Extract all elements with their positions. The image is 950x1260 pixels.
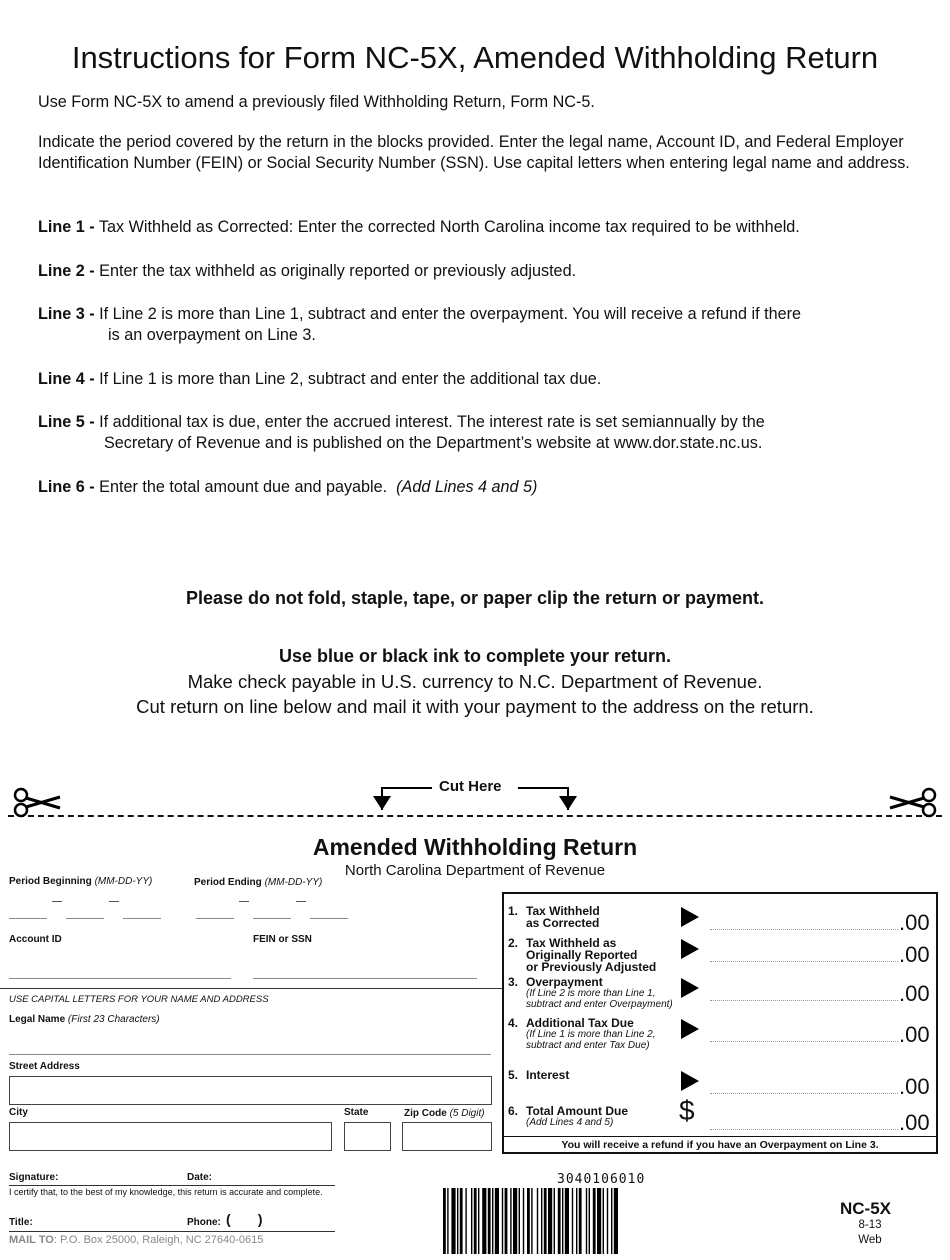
- fein-ssn-label: FEIN or SSN: [253, 934, 312, 945]
- page-title: Instructions for Form NC-5X, Amended Withholding Return: [71, 40, 879, 75]
- certify-text: I certify that, to the best of my knowledge, this return is accurate and complete.: [9, 1187, 323, 1197]
- period-beginning-input[interactable]: [9, 909, 161, 919]
- title-phone-line[interactable]: [9, 1231, 335, 1232]
- cents-label: .00: [899, 1110, 930, 1135]
- street-address-label: Street Address: [9, 1061, 80, 1072]
- line-number: 5.: [508, 1068, 519, 1082]
- arrow-icon: [681, 1019, 699, 1039]
- fein-ssn-input[interactable]: [253, 969, 477, 979]
- check-notice: Make check payable in U.S. currency to N.C. Department of Revenue.: [187, 671, 763, 692]
- line-number: 6.: [508, 1104, 519, 1118]
- city-input[interactable]: [9, 1122, 332, 1151]
- arrow-icon: [681, 1071, 699, 1091]
- cents-label: .00: [899, 1074, 930, 1099]
- cents-label: .00: [899, 942, 930, 967]
- period-instructions: Indicate the period covered by the return in the blocks provided. Enter the legal name, Account ID, and Federal Employer Identification Number (FEIN) or Social Security Number (SSN). Use capital letters when entering legal name and address.: [38, 133, 910, 172]
- line-label: Additional Tax Due (If Line 1 is more than Line 2, subtract and enter Tax Due): [526, 1016, 656, 1051]
- form-id: NC-5X: [840, 1199, 892, 1218]
- cents-label: .00: [899, 981, 930, 1006]
- line-number: 1.: [508, 904, 519, 918]
- city-label: City: [9, 1107, 28, 1118]
- line-1-instruction: Line 1 - Tax Withheld as Corrected: Enter the corrected North Carolina income tax required to be withheld.: [38, 218, 800, 236]
- amount-input-line-3[interactable]: [710, 990, 898, 1001]
- account-id-input[interactable]: [9, 969, 231, 979]
- scissors-left-icon: [8, 786, 64, 818]
- dollar-sign: $: [679, 1095, 695, 1126]
- zip-code-label: Zip Code (5 Digit): [404, 1108, 485, 1119]
- line-4-instruction: Line 4 - If Line 1 is more than Line 2, subtract and enter the additional tax due.: [38, 370, 602, 388]
- no-fold-notice: Please do not fold, staple, tape, or paper clip the return or payment.: [185, 588, 765, 608]
- line-label: Overpayment (If Line 2 is more than Line 1, subtract and enter Overpayment): [526, 975, 673, 1010]
- date-label: Date:: [187, 1172, 213, 1183]
- line-number: 4.: [508, 1016, 519, 1030]
- account-id-label: Account ID: [9, 934, 62, 945]
- mail-to-address: MAIL TO: P.O. Box 25000, Raleigh, NC 27640-0615: [9, 1234, 264, 1246]
- line-label: Total Amount Due (Add Lines 4 and 5): [526, 1104, 628, 1128]
- legal-name-label: Legal Name (First 23 Characters): [9, 1014, 160, 1025]
- amounts-divider: [504, 1136, 936, 1137]
- form-title: Amended Withholding Return: [312, 834, 638, 860]
- cut-line: [8, 815, 942, 817]
- form-subtitle: North Carolina Department of Revenue: [344, 862, 606, 879]
- line-label: Tax Withheld as Corrected: [526, 904, 600, 930]
- legal-name-input[interactable]: [9, 1045, 491, 1055]
- arrow-icon: [681, 978, 699, 998]
- line-label: Tax Withheld as Originally Reported or Previously Adjusted: [526, 936, 657, 974]
- amount-input-line-1[interactable]: [710, 919, 898, 930]
- zip-code-input[interactable]: [402, 1122, 492, 1151]
- line-number: 3.: [508, 975, 519, 989]
- capital-letters-note: USE CAPITAL LETTERS FOR YOUR NAME AND ADDRESS: [9, 994, 269, 1005]
- line-2-instruction: Line 2 - Enter the tax withheld as originally reported or previously adjusted.: [38, 262, 577, 280]
- title-label: Title:: [9, 1217, 33, 1228]
- section-divider: [0, 988, 502, 989]
- state-input[interactable]: [344, 1122, 391, 1151]
- form-revision: 8-13: [858, 1219, 882, 1231]
- amount-input-line-2[interactable]: [710, 951, 898, 962]
- period-beginning-label: Period Beginning (MM-DD-YY): [9, 876, 153, 887]
- line-label: Interest: [526, 1068, 570, 1082]
- street-address-input[interactable]: [9, 1076, 492, 1105]
- amount-input-line-4[interactable]: [710, 1031, 898, 1042]
- scissors-right-icon: [886, 786, 942, 818]
- phone-area-code: ( ): [226, 1211, 263, 1227]
- amount-input-line-6[interactable]: [710, 1119, 898, 1130]
- cut-notice: Cut return on line below and mail it with your payment to the address on the return.: [136, 696, 814, 717]
- cents-label: .00: [899, 910, 930, 935]
- cents-label: .00: [899, 1022, 930, 1047]
- line-3-instruction: Line 3 - If Line 2 is more than Line 1, subtract and enter the overpayment. You will receive a refund if there is an overpayment on Line 3.: [38, 305, 802, 344]
- refund-note: You will receive a refund if you have an Overpayment on Line 3.: [561, 1139, 879, 1151]
- amount-input-line-5[interactable]: [710, 1083, 898, 1094]
- phone-label: Phone:: [187, 1217, 221, 1228]
- ink-notice: Use blue or black ink to complete your return.: [278, 646, 672, 666]
- period-ending-label: Period Ending (MM-DD-YY): [194, 877, 323, 888]
- state-label: State: [344, 1107, 369, 1118]
- intro-text: Use Form NC-5X to amend a previously filed Withholding Return, Form NC-5.: [38, 93, 595, 111]
- form-web: Web: [858, 1234, 882, 1246]
- signature-label: Signature:: [9, 1172, 59, 1183]
- cut-here-label: Cut Here: [439, 778, 502, 795]
- period-ending-input[interactable]: [196, 909, 348, 919]
- arrow-icon: [681, 939, 699, 959]
- line-5-instruction: Line 5 - If additional tax is due, enter the accrued interest. The interest rate is set semiannually by the Secretary of Revenue and is published on the Department’s website at www.dor.state.nc.us.: [38, 413, 765, 452]
- line-number: 2.: [508, 936, 519, 950]
- barcode-image: [443, 1188, 765, 1254]
- arrow-icon: [681, 907, 699, 927]
- line-6-instruction: Line 6 - Enter the total amount due and payable. (Add Lines 4 and 5): [38, 478, 538, 496]
- barcode-number: 3040106010: [557, 1172, 646, 1187]
- signature-line[interactable]: [9, 1185, 335, 1186]
